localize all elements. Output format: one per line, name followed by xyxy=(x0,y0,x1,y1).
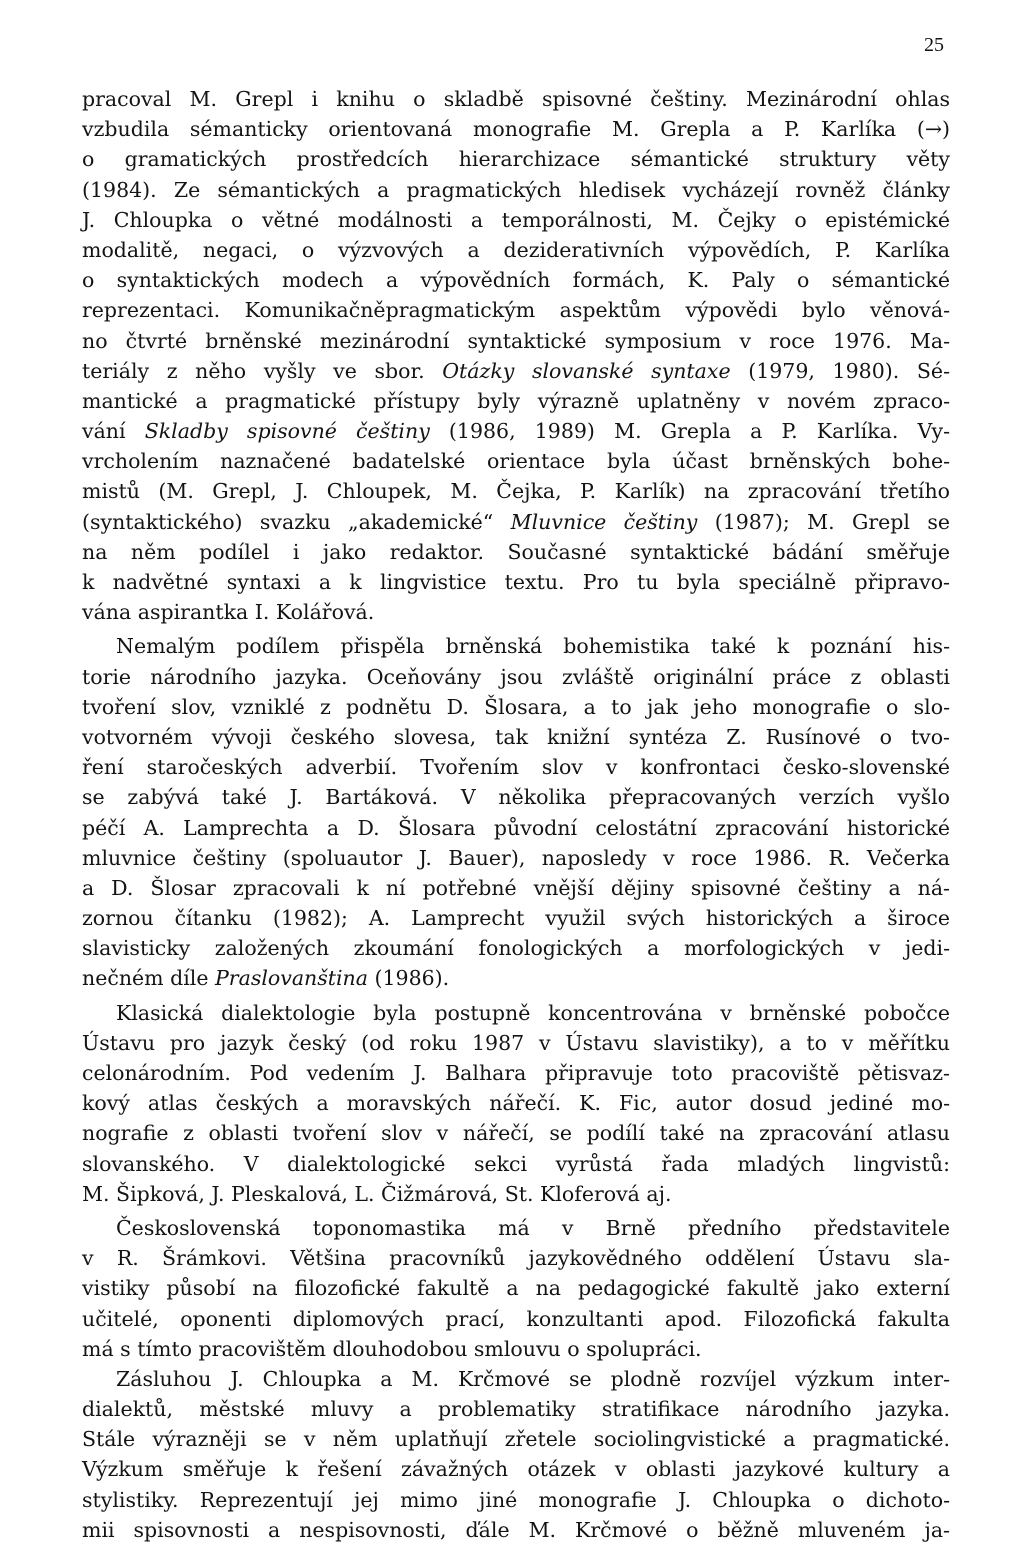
text-line: Ústavu pro jazyk český (od roku 1987 v Ústavu slavistiky), a to v měřítku xyxy=(82,1030,950,1055)
text-line: Zásluhou J. Chloupka a M. Krčmové se plodně rozvíjel výzkum inter- xyxy=(116,1366,950,1391)
text-line: celonárodním. Pod vedením J. Balhara připravuje toto pracoviště pětisvaz- xyxy=(82,1061,950,1085)
text-line: (syntaktického) svazku „akademické“ Mluvnice češtiny (1987); M. Grepl se xyxy=(82,509,950,534)
text-line: na něm podílel i jako redaktor. Současné syntaktické bádání směřuje xyxy=(82,539,950,564)
text-line: pracoval M. Grepl i knihu o skladbě spisovné češtiny. Mezinárodní ohlas xyxy=(82,87,950,111)
text-line: mistů (M. Grepl, J. Chloupek, M. Čejka, P. Karlík) na zpracování třetího xyxy=(82,479,950,504)
text-line: vzbudila sémanticky orientovaná monografie M. Grepla a P. Karlíka (→) xyxy=(82,117,950,142)
text-line: o gramatických prostředcích hierarchizace sémantické struktury věty xyxy=(82,147,950,172)
text-line: J. Chloupka o větné modálnosti a temporálnosti, M. Čejky o epistémické xyxy=(82,207,950,232)
body-text xyxy=(82,84,950,1545)
text-line: péčí A. Lamprechta a D. Šlosara původní celostátní zpracování historické xyxy=(82,815,950,840)
text-line: dialektů, městské mluvy a problematiky stratifikace národního jazyka. xyxy=(82,1397,950,1422)
text-line: Výzkum směřuje k řešení závažných otázek v oblasti jazykové kultury a xyxy=(82,1457,950,1482)
text-line: stylistiky. Reprezentují jej mimo jiné monografie J. Chloupka o dichoto- xyxy=(82,1487,950,1512)
text-line: k nadvětné syntaxi a k lingvistice textu. Pro tu byla speciálně připravo- xyxy=(82,570,950,594)
text-line: M. Šipková, J. Pleskalová, L. Čižmárová, St. Kloferová aj. xyxy=(82,1181,672,1206)
text-line: se zabývá také J. Bartáková. V několika přepracovaných verzích vyšlo xyxy=(82,785,950,810)
page-number: 25 xyxy=(924,34,944,56)
paragraph xyxy=(82,1213,950,1364)
text-line: (1984). Ze sémantických a pragmatických hledisek vycházejí rovněž články xyxy=(82,177,950,202)
paragraph xyxy=(82,1364,950,1545)
text-line: zornou čítanku (1982); A. Lamprecht využil svých historických a široce xyxy=(82,906,950,931)
text-line: v R. Šrámkovi. Většina pracovníků jazykovědného oddělení Ústavu sla- xyxy=(82,1246,950,1271)
text-line: učitelé, oponenti diplomových prací, konzultanti apod. Filozofická fakulta xyxy=(82,1306,950,1331)
text-line: vání Skladby spisovné češtiny (1986, 1989) M. Grepla a P. Karlíka. Vy- xyxy=(82,419,950,444)
paragraph xyxy=(82,84,950,627)
text-line: votvorném vývoji českého slovesa, tak knižní syntéza Z. Rusínové o tvo- xyxy=(82,724,950,749)
text-line: vrcholením naznačené badatelské orientace byla účast brněnských bohe- xyxy=(82,449,950,474)
paragraph xyxy=(82,631,950,993)
text-line: mluvnice češtiny (spoluautor J. Bauer), naposledy v roce 1986. R. Večerka xyxy=(82,845,950,870)
text-line: ření staročeských adverbií. Tvořením slov v konfrontaci česko-slovenské xyxy=(82,755,950,780)
text-line: tvoření slov, vzniklé z podnětu D. Šlosara, a to jak jeho monografie o slo- xyxy=(82,694,950,719)
text-line: Nemalým podílem přispěla brněnská bohemistika také k poznání his- xyxy=(116,634,950,659)
text-line: slovanského. V dialektologické sekci vyrůstá řada mladých lingvistů: xyxy=(82,1151,950,1176)
text-line: mii spisovnosti a nespisovnosti, ďále M. Krčmové o běžně mluveném ja- xyxy=(82,1517,950,1542)
text-line: nografie z oblasti tvoření slov v nářečí, se podílí také na zpracování atlasu xyxy=(82,1121,950,1146)
text-line: Klasická dialektologie byla postupně koncentrována v brněnské pobočce xyxy=(116,1000,950,1025)
text-line: mantické a pragmatické přístupy byly výrazně uplatněny v novém zpraco- xyxy=(82,388,950,413)
text-line: kový atlas českých a moravských nářečí. K. Fic, autor dosud jediné mo- xyxy=(82,1091,950,1116)
text-line: torie národního jazyka. Oceňovány jsou zvláště originální práce z oblasti xyxy=(82,664,950,689)
text-line: vistiky působí na filozofické fakultě a na pedagogické fakultě jako externí xyxy=(82,1276,950,1301)
text-line: a D. Šlosar zpracovali k ní potřebné vnější dějiny spisovné češtiny a ná- xyxy=(82,875,950,900)
text-line: Stále výrazněji se v něm uplatňují zřetele sociolingvistické a pragmatické. xyxy=(82,1427,950,1452)
text-line: má s tímto pracovištěm dlouhodobou smlouvu o spolupráci. xyxy=(82,1336,702,1361)
paragraph xyxy=(82,998,950,1209)
text-line: teriály z něho vyšly ve sbor. Otázky slovanské syntaxe (1979, 1980). Sé- xyxy=(82,358,950,383)
text-line: o syntaktických modech a výpovědních formách, K. Paly o sémantické xyxy=(82,268,950,293)
text-line: reprezentaci. Komunikačněpragmatickým aspektům výpovědi bylo věnová- xyxy=(82,298,950,323)
text-line: modalitě, negaci, o výzvových a deziderativních výpovědích, P. Karlíka xyxy=(82,237,950,262)
text-line: nečném díle Praslovanština (1986). xyxy=(82,966,450,991)
text-line: slavisticky založených zkoumání fonologických a morfologických v jedi- xyxy=(82,936,950,961)
text-line: vána aspirantka I. Kolářová. xyxy=(82,600,375,625)
text-line: no čtvrté brněnské mezinárodní syntaktické symposium v roce 1976. Ma- xyxy=(82,328,950,353)
text-line: Československá toponomastika má v Brně předního představitele xyxy=(116,1215,950,1240)
